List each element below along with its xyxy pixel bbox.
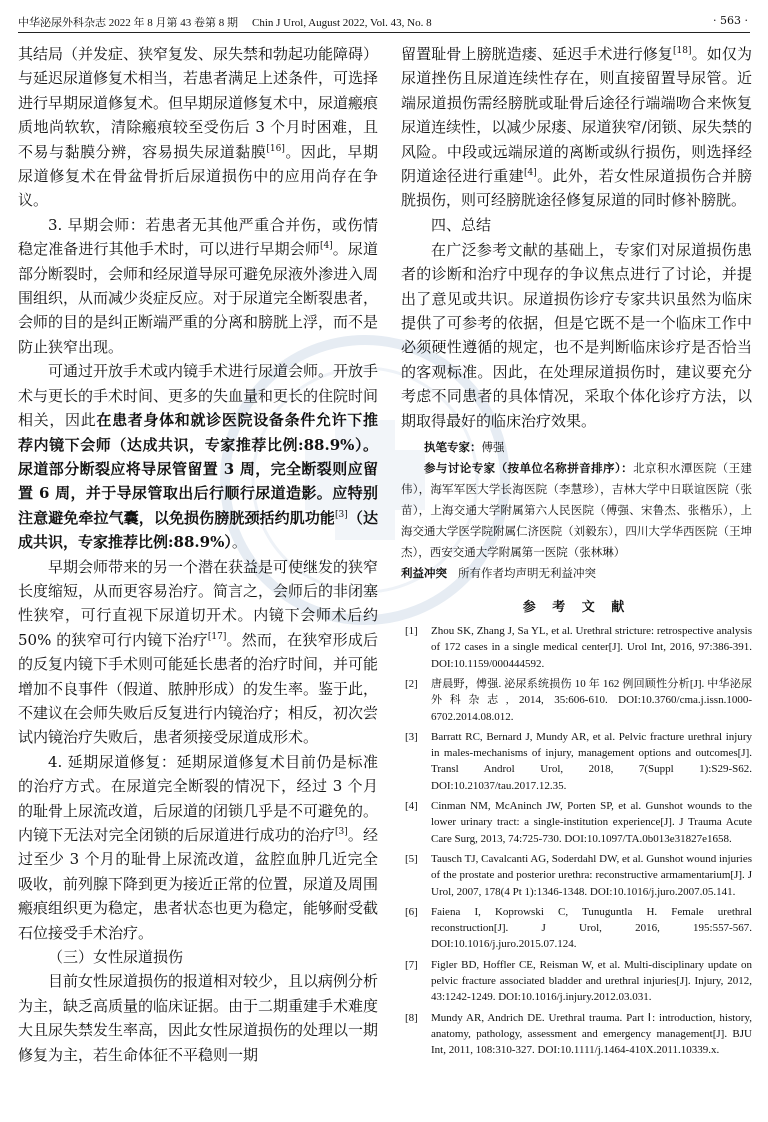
citation: [4] xyxy=(524,168,537,179)
consensus-text: （达成共识，专家推荐比例:88.9%） xyxy=(18,508,378,552)
discussion-experts: 参与讨论专家（按单位名称拼音排序）：北京积水潭医院（王建伟），海军军医大学长海医院（李慧珍），吉林大学中日联谊医院（张苗），上海交通大学附属第六人民医院（傅强、宋鲁杰、张楷乐），上海交通大学医学院附属仁济医院（刘毅东），四川大学华西医院（王坤杰），西安交通大学附属第一医院（张林琳） xyxy=(401,461,753,560)
paragraph: 3. 早期会师：若患者无其他严重合并伤，或伤情稳定准备进行其他手术时，可以进行早期会师[4]。尿道部分断裂时，会师和经尿道导尿可避免尿液外渗进入周围组织，从而减少炎症反应。对于尿道完全断裂患者，会师的目的是纠正断端严重的分离和膀胱上浮，而不是防止狭窄出现。 xyxy=(18,215,379,356)
writing-expert: 执笔专家：傅强 xyxy=(424,440,505,455)
citation: [17] xyxy=(207,631,227,642)
reference-list xyxy=(401,623,752,1058)
page-number: · 563 · xyxy=(713,14,748,27)
reference-item xyxy=(401,957,752,1006)
reference-item xyxy=(401,676,752,725)
paragraph: 在广泛参考文献的基础上，专家们对尿道损伤患者的诊断和治疗中现存的争议焦点进行了讨论，并提出了意见或共识。尿道损伤诊疗专家共识虽然为临床提供了可参考的依据，但是它既不是一个临床工作中必须硬性遵循的规定，也不是判断临床诊疗是否恰当的客观标准。因此，在处理尿道损伤时，建议要充分考虑不同患者的具体情况，采取个体化诊疗方法，以期取得最好的临床治疗效果。 xyxy=(401,240,752,430)
citation: [18] xyxy=(673,46,692,56)
running-header xyxy=(18,12,750,33)
reference-text: Barratt RC, Bernard J, Mundy AR, et al. Pelvic fracture urethral injury in males-mechanisms of injury, management options and outcomes[J]. Transl Androl Urol, 2018, 7(Suppl 1):S29-S62. DOI:10.21037/tau.2017.12.35. xyxy=(431,730,752,792)
reference-item xyxy=(401,904,752,953)
journal-name-en: Chin J Urol, August 2022, Vol. 43, No. 8 xyxy=(252,17,432,29)
citation: [3] xyxy=(335,509,348,520)
left-column xyxy=(18,42,378,1067)
right-column xyxy=(401,42,752,1063)
reference-item xyxy=(401,1010,752,1059)
subsection-heading: （三）女性尿道损伤 xyxy=(48,948,184,967)
references-heading: 参 考 文 献 xyxy=(522,600,631,616)
reference-number: [3] xyxy=(405,730,418,743)
paragraph: 其结局（并发症、狭窄复发、尿失禁和勃起功能障碍）与延迟尿道修复术相当，若患者满足上述条件，可选择进行早期尿道修复术。但早期尿道修复术中，尿道瘢痕质地尚软软，清除瘢痕较至受伤后 3 个月时困难，且不易与黏膜分辨，容易损失尿道黏膜[16]。因此，早期尿道修复术在骨盆骨折后尿道损伤中的应用尚存在争议。 xyxy=(18,45,379,210)
reference-item xyxy=(401,729,752,794)
reference-text: Tausch TJ, Cavalcanti AG, Soderdahl DW, et al. Gunshot wound injuries of the prostate and posterior urethra: reconstructive armamentarium[J]. J Urol, 2007, 178(4 Pt 1):1346-1348. DOI:10.1016/j.juro.2007.05.141. xyxy=(431,852,752,898)
reference-text: Mundy AR, Andrich DE. Urethral trauma. Part Ⅰ: introduction, history, anatomy, pathology, assessment and emergency management[J]. BJU Int, 2011, 108:310-327. DOI:10.1111/j.1464-410X.2011.10339.x. xyxy=(431,1011,752,1057)
conflict-of-interest: 利益冲突 所有作者均声明无利益冲突 xyxy=(401,566,596,581)
reference-number: [8] xyxy=(405,1011,418,1024)
reference-number: [6] xyxy=(405,905,418,918)
reference-text: 唐晨野，傅强. 泌尿系统损伤 10 年 162 例回顾性分析[J]. 中华泌尿外科杂志, 2014, 35:606-610. DOI:10.3760/cma.j.issn.1000-6702.2014.08.012. xyxy=(431,677,752,723)
reference-text: Figler BD, Hoffler CE, Reisman W, et al. Multi-disciplinary update on pelvic fracture associated bladder and urethral injuries[J]. Injury, 2012, 43:1242-1249. DOI:10.1016/j.injury.2012.03.031. xyxy=(431,958,752,1004)
paragraph: 早期会师带来的另一个潜在获益是可使继发的狭窄长度缩短，从而更容易治疗。简言之，会师后的非闭塞性狭窄，可行直视下尿道切开术。内镜下会师术后约 50% 的狭窄可行内镜下治疗[17]。然而，在狭窄形成后的反复内镜下手术则可能延长患者的治疗时间，并可能增加不良事件（假道、脓肿形成）的发生率。鉴于此，不建议在会师失败后反复进行内镜治疗；相反，初次尝试内镜治疗失败后，患者须接受尿道成形术。 xyxy=(18,557,379,747)
reference-text: Faiena I, Koprowski C, Tunuguntla H. Female urethral reconstruction[J]. J Urol, 2016, 195:557-567. DOI:10.1016/j.juro.2015.07.124. xyxy=(431,905,752,951)
reference-item xyxy=(401,798,752,847)
journal-name-cn: 中华泌尿外科杂志 2022 年 8 月第 43 卷第 8 期 xyxy=(18,17,238,29)
reference-number: [2] xyxy=(405,677,418,690)
paragraph: 可通过开放手术或内镜手术进行尿道会师。开放手术与更长的手术时间、更多的失血量和更长的住院时间相关，因此在患者身体和就诊医院设备条件允许下推荐内镜下会师（达成共识，专家推荐比例:88.9%）。尿道部分断裂应将导尿管留置 3 周，完全断裂则应留置 6 周，并于导尿管取出后行顺行尿道造影。应特别注意避免牵拉气囊，以免损伤膀胱颈括约肌功能[3]（达成共识，专家推荐比例:88.9%）。 xyxy=(18,362,379,552)
citation: [4] xyxy=(319,241,333,252)
paragraph: 留置耻骨上膀胱造瘘、延迟手术进行修复[18]。如仅为尿道挫伤且尿道连续性存在，则直接留置导尿管。近端尿道损伤需经膀胱或耻骨后途径行端端吻合来恢复尿道连续性，以减少尿瘘、尿道狭窄/闭锁、尿失禁的风险。中段或远端尿道的离断或纵行损伤，则选择经阴道途径进行重建[4]。此外，若女性尿道损伤合并膀胱损伤，则可经膀胱途径修复尿道的同时修补膀胱。 xyxy=(401,45,752,210)
reference-text: Zhou SK, Zhang J, Sa YL, et al. Urethral stricture: retrospective analysis of 172 cases in a single medical center[J]. Urol Int, 2016, 97:386-391. DOI:10.1159/000444592. xyxy=(431,625,752,670)
consensus-text: 在患者身体和就诊医院设备条件允许下推荐内镜下会师（达成共识，专家推荐比例:88.9%）。尿道部分断裂应将导尿管留置 3 周，完全断裂则应留置 6 周，并于导尿管取出后行顺行尿道造影。应特别注意避免牵拉气囊，以免损伤膀胱颈括约肌功能 xyxy=(18,411,378,527)
paragraph: 4. 延期尿道修复：延期尿道修复术目前仍是标准的治疗方式。在尿道完全断裂的情况下，经过 3 个月的耻骨上尿流改道，后尿道的闭锁几乎是不可避免的。内镜下无法对完全闭锁的后尿道进行成功的治疗[3]。经过至少 3 个月的耻骨上尿流改道，盆腔血肿几近完全吸收，前列腺下降到更为接近正常的位置，尿道及周围瘢痕组织更为稳定，患者状态也更为稳定，能够耐受截石位接受手术治疗。 xyxy=(18,752,379,942)
paragraph: 目前女性尿道损伤的报道相对较少，且以病例分析为主，缺乏高质量的临床证据。由于二期重建手术难度大且尿失禁发生率高，因此女性尿道损伤的处理以一期修复为主，若生命体征不平稳则一期 xyxy=(18,972,379,1064)
reference-number: [7] xyxy=(405,958,418,971)
reference-number: [5] xyxy=(405,852,418,865)
reference-item xyxy=(401,623,752,672)
reference-item xyxy=(401,851,752,900)
reference-number: [4] xyxy=(405,800,418,813)
section-heading: 四、总结 xyxy=(431,215,492,234)
citation: [3] xyxy=(335,827,348,837)
journal-citation xyxy=(18,14,432,30)
citation: [16] xyxy=(266,143,285,154)
reference-number: [1] xyxy=(405,625,418,638)
reference-text: Cinman NM, McAninch JW, Porten SP, et al. Gunshot wounds to the lower urinary tract: a single-institution experience[J]. J Trauma Acute Care Surg, 2013, 74:725-730. DOI:10.1097/TA.0b013e31827e1658. xyxy=(431,800,752,845)
